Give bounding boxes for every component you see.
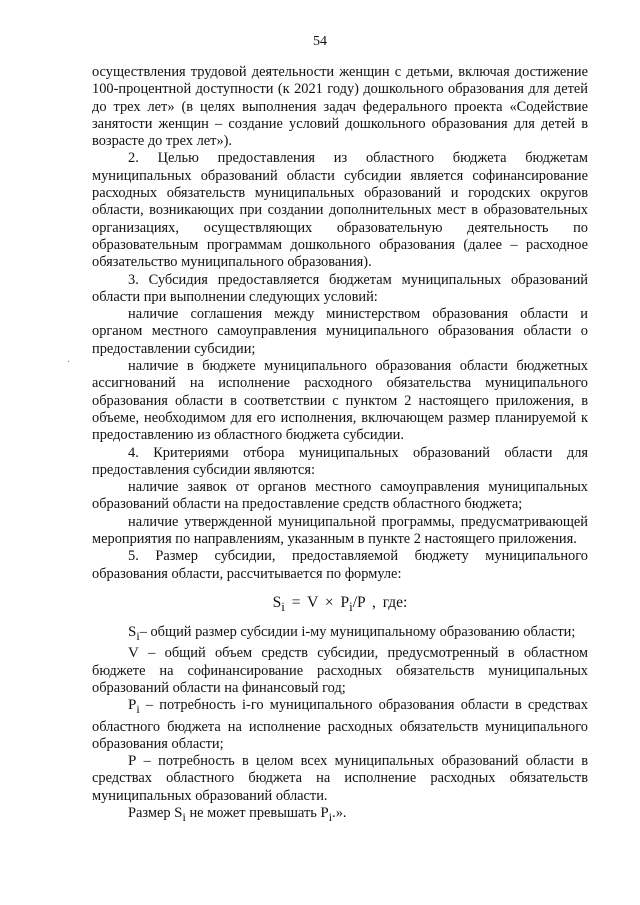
definition-si <box>92 624 588 645</box>
definition-v <box>92 645 588 697</box>
definition-si-symbol: S <box>128 624 137 641</box>
definition-p-text: – потребность в целом всех муниципальных образований области в средствах областного бюджета на исполнение расходных обязательств муниципальных образований области. <box>92 753 588 804</box>
formula-lhs: S <box>272 593 282 611</box>
definition-pi-text: – потребность i-го муниципального образования области в средствах областного бюджета на исполнение расходных обязательств муниципального образования области; <box>92 697 588 752</box>
intro-paragraph: осуществления трудовой деятельности женщин с детьми, включая достижение 100-процентной доступности (к 2021 году) дошкольного образования для детей до трех лет» (в целях выполнения задач федерального проекта «Содействие занятости женщин – создание условий дошкольного образования для детей в возрасте до трех лет»). <box>92 64 588 150</box>
definition-si-sub: i <box>136 629 140 644</box>
subsidy-formula <box>92 594 588 615</box>
formula-v: V <box>307 593 318 611</box>
definition-p-symbol: P <box>128 753 137 770</box>
definition-v-text: – общий объем средств субсидии, предусмотренный в областном бюджете на софинансирование расходных обязательств муниципальных образований области на финансовый год; <box>92 645 588 697</box>
section-3-heading: 3. Субсидия предоставляется бюджетам муниципальных образований области при выполнении следующих условий: <box>92 271 588 305</box>
formula-p-sub: i <box>349 599 353 614</box>
closing-p-sub: i <box>328 809 333 824</box>
formula-times: × <box>317 593 341 611</box>
closing-suffix: .». <box>332 805 347 822</box>
margin-mark: · <box>67 357 71 368</box>
closing-p-symbol: P <box>320 805 329 822</box>
definition-pi-sub: i <box>136 702 140 717</box>
closing-s-symbol: S <box>174 805 183 822</box>
definition-p <box>92 753 588 805</box>
closing-prefix: Размер <box>128 805 175 822</box>
definition-pi-symbol: P <box>128 697 137 714</box>
definition-pi <box>92 697 588 753</box>
formula-lhs-sub: i <box>281 599 285 614</box>
section-4-criterion-2: наличие утвержденной муниципальной программы, предусматривающей мероприятия по направлениям, указанным в пункте 2 настоящего приложения. <box>92 513 588 548</box>
formula-div: /P <box>352 593 366 611</box>
page-number: 54 <box>313 34 327 49</box>
formula-tail: , где: <box>365 593 408 611</box>
section-5-heading: 5. Размер субсидии, предоставляемой бюджету муниципального образования области, рассчитывается по формуле: <box>92 548 588 582</box>
definition-v-symbol: V <box>128 645 139 662</box>
closing-middle: не может превышать <box>185 805 321 822</box>
document-body <box>92 64 588 826</box>
formula-p: P <box>340 593 350 611</box>
definition-si-text: – общий размер субсидии i-му муниципальному образованию области; <box>139 624 576 641</box>
closing-s-sub: i <box>182 809 186 824</box>
closing-sentence <box>92 805 588 826</box>
formula-eq: = <box>284 593 308 611</box>
section-4-criterion-1: наличие заявок от органов местного самоуправления муниципальных образований области на предоставление средств областного бюджета; <box>92 479 588 513</box>
section-2-paragraph: 2. Целью предоставления из областного бюджета бюджетам муниципальных образований области субсидии является софинансирование расходных обязательств муниципальных образований и городских округов области, возникающих при создании дополнительных мест в образовательных организациях, осуществляющих образовательную деятельность по образовательным программам дошкольного образования (далее – расходное обязательство муниципального образования). <box>92 150 588 271</box>
section-3-condition-1: наличие соглашения между министерством образования области и органом местного самоуправления муниципального образования области о предоставлении субсидии; <box>92 306 588 357</box>
section-4-heading: 4. Критериями отбора муниципальных образований области для предоставления субсидии являются: <box>92 444 588 478</box>
section-3-condition-2: наличие в бюджете муниципального образования области бюджетных ассигнований на исполнение расходного обязательства муниципального образования области в соответствии с пунктом 2 настоящего приложения, в объеме, необходимом для его исполнения, включающем размер планируемой к предоставлению из областного бюджета субсидии. <box>92 358 588 444</box>
